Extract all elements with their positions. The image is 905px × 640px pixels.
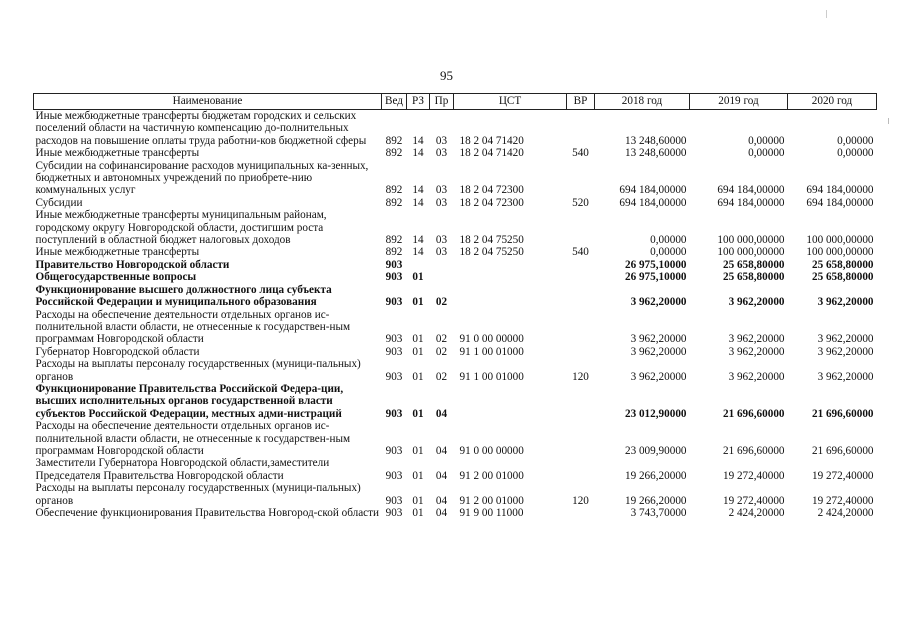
cell-2019: 2 424,20000 — [728, 507, 785, 519]
cell-vr — [567, 420, 595, 457]
cell-rz: 01 — [412, 469, 424, 482]
cell-vr — [567, 309, 595, 346]
header-pr: Пр — [430, 94, 454, 110]
cell-pr: 03 — [435, 246, 448, 259]
cell-ved: 892 — [385, 196, 403, 209]
cell-2020: 3 962,20000 — [817, 370, 874, 383]
table-row — [34, 482, 877, 507]
cell-ved: 903 — [385, 494, 403, 507]
cell-name: Иные межбюджетные трансферты бюджетам городских и сельских поселений области на частичную компенсацию до-полнительных расходов на повышение оплаты труда работни-ков бюджетной сферы — [35, 110, 367, 147]
table-row — [34, 383, 877, 420]
cell-pr: 04 — [435, 507, 448, 519]
cell-2020: 694 184,00000 — [806, 184, 874, 197]
cell-2019: 3 962,20000 — [728, 296, 785, 309]
cell-rz: 14 — [412, 147, 424, 160]
header-2018: 2018 год — [595, 94, 690, 110]
cell-rz: 14 — [412, 134, 424, 147]
table-row — [34, 110, 877, 148]
cell-cst: 18 2 04 71420 — [459, 134, 524, 147]
cell-2019: 100 000,00000 — [717, 234, 785, 247]
cell-2020: 100 000,00000 — [806, 246, 874, 259]
scan-mark — [888, 118, 889, 124]
cell-2018: 26 975,10000 — [624, 258, 687, 271]
cell-name: Иные межбюджетные трансферты муниципальным районам, городскому округу Новгородской области, достигшим роста поступлений в областной бюджет налоговых доходов — [35, 209, 327, 247]
cell-2019: 21 696,60000 — [722, 444, 785, 457]
cell-2018: 3 962,20000 — [630, 345, 687, 358]
cell-2018: 3 962,20000 — [630, 370, 687, 383]
cell-name: Расходы на обеспечение деятельности отдельных органов ис-полнительной власти области, не отнесенные к государствен-ным программам Новгородской области — [35, 420, 351, 457]
cell-name: Субсидии на софинансирование расходов муниципальных ка-зенных, бюджетных и автономных учреждений по приобрете-нию коммунальных услуг — [35, 159, 369, 197]
cell-2020: 19 272,40000 — [811, 469, 874, 482]
cell-pr: 03 — [435, 196, 448, 209]
table-row — [34, 209, 877, 246]
cell-rz: 01 — [412, 494, 424, 507]
page-number: 95 — [440, 68, 453, 83]
cell-name: Расходы на выплаты персоналу государственных (муници-пальных) органов — [35, 358, 361, 383]
cell-vr: 540 — [572, 147, 589, 160]
cell-ved: 892 — [385, 134, 403, 147]
cell-pr: 02 — [435, 345, 448, 358]
cell-2020: 694 184,00000 — [806, 196, 874, 209]
cell-rz: 01 — [412, 407, 424, 420]
table-row — [34, 147, 877, 159]
cell-cst — [454, 271, 567, 283]
cell-cst: 18 2 04 72300 — [459, 196, 524, 209]
cell-2019: 3 962,20000 — [728, 345, 785, 358]
cell-2019: 694 184,00000 — [717, 184, 785, 197]
cell-vr — [567, 271, 595, 283]
table-row — [34, 346, 877, 358]
cell-vr: 520 — [572, 196, 589, 209]
cell-cst: 18 2 04 75250 — [459, 234, 524, 247]
cell-pr: 03 — [435, 184, 448, 197]
cell-ved: 903 — [385, 258, 403, 271]
table-row — [34, 420, 877, 457]
table-row — [34, 197, 877, 209]
cell-ved: 903 — [385, 370, 403, 383]
cell-rz: 01 — [412, 271, 424, 284]
cell-ved: 903 — [385, 296, 403, 309]
cell-2020: 21 696,60000 — [811, 407, 874, 420]
cell-vr — [567, 284, 595, 309]
cell-2020: 3 962,20000 — [817, 296, 874, 309]
header-2019: 2019 год — [690, 94, 788, 110]
cell-pr: 02 — [435, 333, 448, 346]
cell-2018: 0,00000 — [650, 234, 687, 247]
cell-name: Функционирование Правительства Российской Федера-ции, высших исполнительных органов государственной власти субъектов Российской Федерации, местных адми-нистраций — [35, 382, 344, 420]
cell-2020: 3 962,20000 — [817, 345, 874, 358]
table-row — [34, 358, 877, 383]
cell-pr — [430, 271, 454, 283]
cell-name: Губернатор Новгородской области — [35, 345, 200, 358]
cell-vr — [567, 160, 595, 197]
cell-2018: 694 184,00000 — [619, 196, 687, 209]
cell-name: Иные межбюджетные трансферты — [35, 246, 200, 259]
cell-cst: 91 0 00 00000 — [459, 444, 524, 457]
cell-ved: 903 — [385, 444, 403, 457]
cell-2019: 694 184,00000 — [717, 196, 785, 209]
table-row — [34, 507, 877, 519]
cell-rz: 14 — [412, 246, 424, 259]
cell-cst: 91 1 00 01000 — [459, 370, 524, 383]
cell-rz: 14 — [412, 196, 424, 209]
cell-vr — [567, 209, 595, 246]
cell-rz: 01 — [412, 296, 424, 309]
header-vr: ВР — [567, 94, 595, 110]
cell-2018: 3 962,20000 — [630, 333, 687, 346]
cell-2018: 0,00000 — [650, 246, 687, 259]
cell-rz — [407, 259, 430, 271]
cell-2018: 3 743,70000 — [630, 507, 687, 519]
cell-vr — [567, 507, 595, 519]
table-row — [34, 284, 877, 309]
table-row — [34, 457, 877, 482]
cell-rz: 14 — [412, 184, 424, 197]
table-row — [34, 160, 877, 197]
cell-pr: 03 — [435, 234, 448, 247]
cell-2019: 25 658,80000 — [722, 258, 785, 271]
cell-ved: 903 — [385, 333, 403, 346]
cell-name: Правительство Новгородской области — [35, 258, 230, 271]
cell-ved: 892 — [385, 184, 403, 197]
cell-rz: 01 — [412, 370, 424, 383]
cell-2020: 0,00000 — [837, 134, 874, 147]
cell-vr: 540 — [572, 246, 589, 259]
cell-vr — [567, 383, 595, 420]
cell-ved: 903 — [385, 345, 403, 358]
cell-2020: 25 658,80000 — [811, 271, 874, 284]
cell-vr — [567, 346, 595, 358]
header-row — [34, 94, 877, 110]
cell-2020: 25 658,80000 — [811, 258, 874, 271]
cell-vr — [567, 110, 595, 148]
header-name: Наименование — [34, 94, 382, 110]
cell-name: Расходы на обеспечение деятельности отдельных органов ис-полнительной власти области, не отнесенные к государствен-ным программам Новгородской области — [35, 308, 351, 346]
cell-2018: 694 184,00000 — [619, 184, 687, 197]
cell-2018: 19 266,20000 — [624, 469, 687, 482]
cell-pr: 03 — [435, 134, 448, 147]
cell-pr: 04 — [435, 469, 448, 482]
cell-pr: 04 — [435, 494, 448, 507]
cell-rz: 01 — [412, 444, 424, 457]
cell-2019: 19 272,40000 — [722, 469, 785, 482]
cell-vr — [567, 457, 595, 482]
cell-2018: 3 962,20000 — [630, 296, 687, 309]
cell-2020: 19 272,40000 — [811, 494, 874, 507]
cell-ved: 903 — [385, 271, 403, 284]
table-row — [34, 271, 877, 283]
cell-2019: 0,00000 — [748, 134, 785, 147]
table-row — [34, 259, 877, 271]
cell-cst: 18 2 04 71420 — [459, 147, 524, 160]
cell-2018: 23 009,90000 — [624, 444, 687, 457]
cell-2020: 0,00000 — [837, 147, 874, 160]
cell-2019: 3 962,20000 — [728, 333, 785, 346]
cell-name: Расходы на выплаты персоналу государственных (муници-пальных) органов — [35, 482, 361, 507]
cell-2018: 23 012,90000 — [624, 407, 687, 420]
scan-mark — [826, 10, 827, 18]
cell-ved: 903 — [385, 507, 403, 519]
cell-cst: 91 1 00 01000 — [459, 345, 524, 358]
table-row — [34, 309, 877, 346]
cell-vr: 120 — [572, 370, 589, 383]
cell-2020: 3 962,20000 — [817, 333, 874, 346]
cell-name: Иные межбюджетные трансферты — [35, 147, 200, 160]
cell-vr: 120 — [572, 494, 589, 507]
cell-name: Субсидии — [35, 196, 83, 209]
cell-pr: 02 — [435, 370, 448, 383]
cell-2018: 13 248,60000 — [624, 147, 687, 160]
cell-cst — [454, 383, 567, 420]
cell-cst: 91 0 00 00000 — [459, 333, 524, 346]
cell-rz: 14 — [412, 234, 424, 247]
cell-cst — [454, 284, 567, 309]
cell-rz: 01 — [412, 507, 424, 519]
cell-2018: 13 248,60000 — [624, 134, 687, 147]
header-2020: 2020 год — [788, 94, 877, 110]
header-cst: ЦСТ — [454, 94, 567, 110]
cell-cst: 18 2 04 75250 — [459, 246, 524, 259]
cell-2019: 3 962,20000 — [728, 370, 785, 383]
header-ved: Вед — [382, 94, 407, 110]
cell-ved: 903 — [385, 469, 403, 482]
cell-pr — [430, 259, 454, 271]
cell-rz: 01 — [412, 333, 424, 346]
cell-ved: 892 — [385, 246, 403, 259]
cell-name: Общегосударственные вопросы — [35, 271, 197, 284]
cell-name: Заместители Губернатора Новгородской области,заместители Председателя Правительства Новгородской области — [35, 457, 330, 482]
cell-2020: 21 696,60000 — [811, 444, 874, 457]
budget-table — [33, 93, 877, 519]
cell-vr — [567, 259, 595, 271]
cell-cst: 91 2 00 01000 — [459, 469, 524, 482]
table-body — [34, 110, 877, 520]
cell-2019: 19 272,40000 — [722, 494, 785, 507]
cell-2019: 21 696,60000 — [722, 407, 785, 420]
cell-2020: 2 424,20000 — [817, 507, 874, 519]
cell-cst: 91 2 00 01000 — [459, 494, 524, 507]
header-rz: РЗ — [407, 94, 430, 110]
cell-2020: 100 000,00000 — [806, 234, 874, 247]
cell-name: Обеспечение функционирования Правительства Новгород-ской области — [35, 507, 380, 519]
cell-2019: 100 000,00000 — [717, 246, 785, 259]
cell-name: Функционирование высшего должностного лица субъекта Российской Федерации и муниципального образования — [35, 283, 332, 309]
cell-ved: 892 — [385, 147, 403, 160]
cell-pr: 04 — [435, 444, 448, 457]
cell-cst: 91 9 00 11000 — [459, 507, 524, 519]
cell-cst: 18 2 04 72300 — [459, 184, 524, 197]
cell-pr: 02 — [435, 296, 448, 309]
cell-2018: 19 266,20000 — [624, 494, 687, 507]
cell-ved: 903 — [385, 407, 403, 420]
cell-2019: 0,00000 — [748, 147, 785, 160]
cell-rz: 01 — [412, 345, 424, 358]
cell-ved: 892 — [385, 234, 403, 247]
table-row — [34, 246, 877, 258]
cell-2018: 26 975,10000 — [624, 271, 687, 284]
cell-pr: 03 — [435, 147, 448, 160]
cell-pr: 04 — [435, 407, 448, 420]
cell-cst — [454, 259, 567, 271]
cell-2019: 25 658,80000 — [722, 271, 785, 284]
